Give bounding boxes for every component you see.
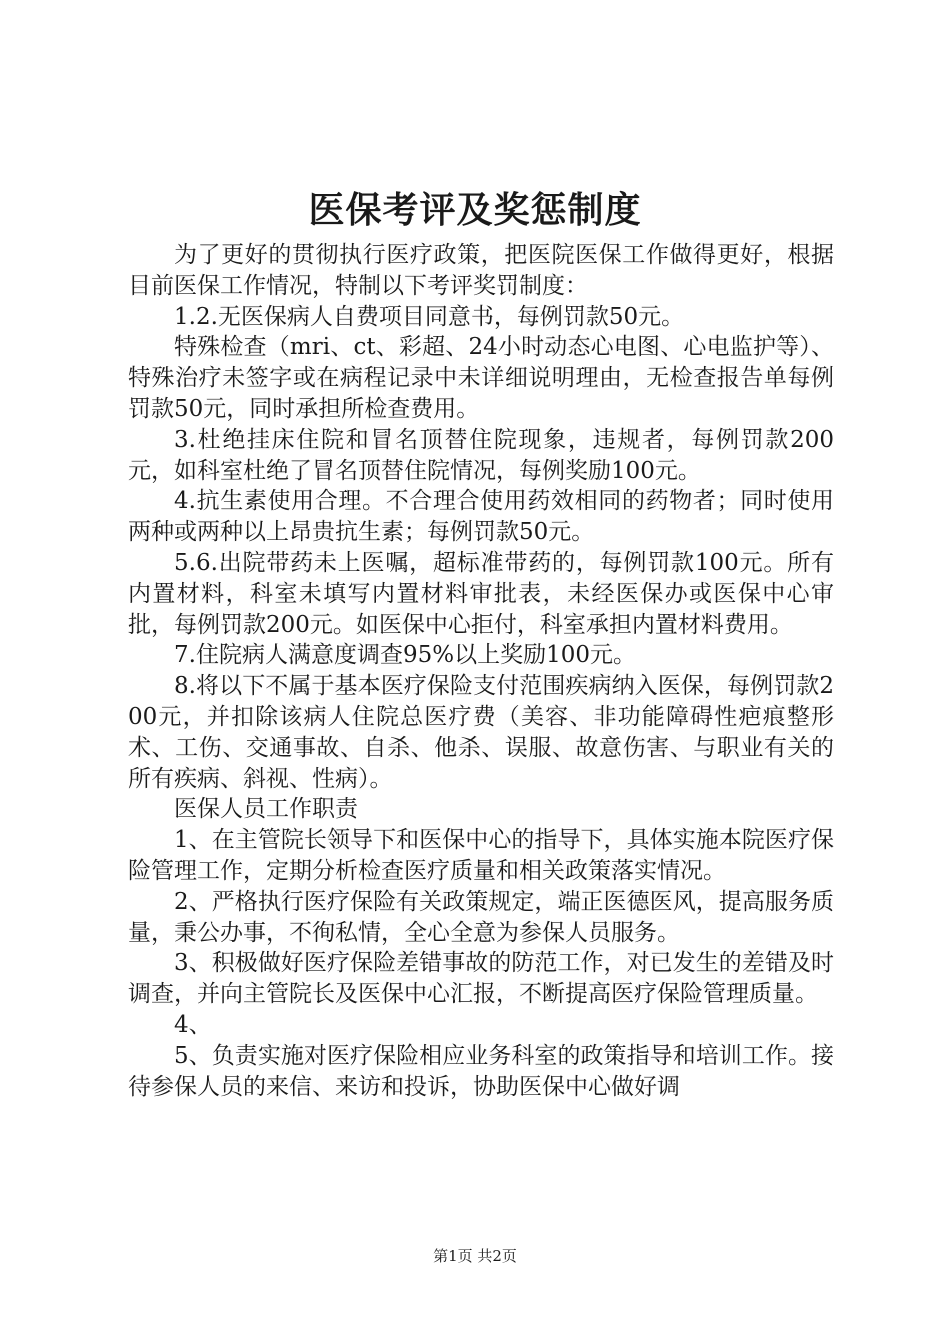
- paragraph-duty-3: 3、积极做好医疗保险差错事故的防范工作，对已发生的差错及时调查，并向主管院长及医保中心汇报，不断提高医疗保险管理质量。: [128, 950, 834, 1008]
- paragraph-duty-4: 4、: [174, 1011, 212, 1038]
- document-title: 医保考评及奖惩制度: [308, 189, 642, 231]
- document-body: [128, 240, 834, 1102]
- paragraph-intro: 为了更好的贯彻执行医疗政策，把医院医保工作做得更好，根据目前医保工作情况，特制以下考评奖罚制度：: [128, 242, 834, 299]
- paragraph-duty-2: 2、严格执行医疗保险有关政策规定，端正医德医风，提高服务质量，秉公办事，不徇私情，全心全意为参保人员服务。: [128, 888, 834, 946]
- paragraph-special-exam: 特殊检查（mri、ct、彩超、24小时动态心电图、心电监护等）、特殊治疗未签字或在病程记录中未详细说明理由，无检查报告单每例罚款50元，同时承担所检查费用。: [128, 334, 834, 422]
- paragraph-duty-1: 1、在主管院长领导下和医保中心的指导下，具体实施本院医疗保险管理工作，定期分析检查医疗质量和相关政策落实情况。: [128, 827, 834, 884]
- paragraph-item-8: 8.将以下不属于基本医疗保险支付范围疾病纳入医保，每例罚款200元，并扣除该病人住院总医疗费（美容、非功能障碍性疤痕整形术、工伤、交通事故、自杀、他杀、误服、故意伤害、与职业有关的所有疾病、斜视、性病）。: [128, 673, 834, 792]
- paragraph-item-3: 3.杜绝挂床住院和冒名顶替住院现象，违规者，每例罚款200元，如科室杜绝了冒名顶替住院情况，每例奖励100元。: [128, 426, 834, 484]
- paragraph-duty-5: 5、负责实施对医疗保险相应业务科室的政策指导和培训工作。接待参保人员的来信、来访和投诉，协助医保中心做好调: [128, 1042, 834, 1100]
- page-footer: 第1页 共2页: [433, 1247, 517, 1265]
- paragraph-item-4: 4.抗生素使用合理。不合理合使用药效相同的药物者；同时使用两种或两种以上昂贵抗生素；每例罚款50元。: [128, 488, 834, 546]
- paragraph-item-1-2: 1.2.无医保病人自费项目同意书，每例罚款50元。: [174, 303, 685, 330]
- paragraph-item-7: 7.住院病人满意度调查95%以上奖励100元。: [174, 642, 636, 669]
- section-heading-duties: 医保人员工作职责: [174, 796, 358, 823]
- paragraph-item-5-6: 5.6.出院带药未上医嘱，超标准带药的，每例罚款100元。所有内置材料，科室未填写内置材料审批表，未经医保办或医保中心审批，每例罚款200元。如医保中心拒付，科室承担内置材料费用。: [128, 549, 834, 638]
